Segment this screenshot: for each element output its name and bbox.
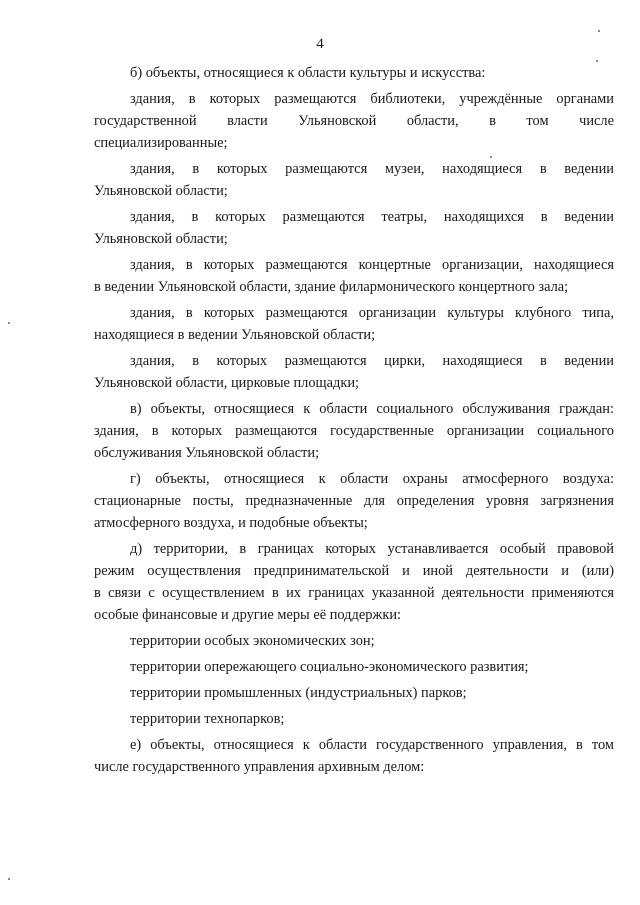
text-line: режим осуществления предпринимательской и иной деятельности и (или) xyxy=(94,563,614,579)
paragraph-advanced xyxy=(94,656,614,678)
scan-speck xyxy=(598,30,600,32)
text-line: здания, в которых размещаются цирки, находящиеся в ведении xyxy=(130,353,614,369)
paragraph-concert xyxy=(94,254,614,298)
text-line: б) объекты, относящиеся к области культуры и искусства: xyxy=(130,65,486,81)
text-line: обслуживания Ульяновской области; xyxy=(94,445,320,461)
scan-speck xyxy=(596,60,598,62)
scan-speck xyxy=(8,322,10,324)
text-line: здания, в которых размещаются концертные организации, находящиеся xyxy=(130,257,614,273)
text-line: Ульяновской области, цирковые площадки; xyxy=(94,375,360,391)
text-line: здания, в которых размещаются музеи, находящиеся в ведении xyxy=(130,161,614,177)
text-line: Ульяновской области; xyxy=(94,183,228,199)
text-line: Ульяновской области; xyxy=(94,231,228,247)
paragraph-club xyxy=(94,302,614,346)
paragraph-technoparks xyxy=(94,708,614,730)
text-line: государственной власти Ульяновской области, в том числе xyxy=(94,113,614,129)
text-line: особые финансовые и другие меры её поддержки: xyxy=(94,607,402,623)
paragraph-libraries xyxy=(94,88,614,154)
paragraph-b-culture xyxy=(94,62,614,84)
text-line: находящиеся в ведении Ульяновской области; xyxy=(94,327,376,343)
text-line: в ведении Ульяновской области, здание филармонического концертного зала; xyxy=(94,279,569,295)
text-line: специализированные; xyxy=(94,135,228,151)
text-line: е) объекты, относящиеся к области государственного управления, в том xyxy=(130,737,614,753)
paragraph-industrial xyxy=(94,682,614,704)
paragraph-g-air xyxy=(94,468,614,534)
text-line: здания, в которых размещаются театры, находящихся в ведении xyxy=(130,209,614,225)
text-line: территории опережающего социально-экономического развития; xyxy=(130,659,529,675)
paragraph-theatres xyxy=(94,206,614,250)
document-body xyxy=(94,62,614,778)
scan-speck xyxy=(8,878,10,880)
scan-speck xyxy=(490,156,492,158)
paragraph-sez xyxy=(94,630,614,652)
text-line: здания, в которых размещаются государственные организации социального xyxy=(94,423,614,439)
text-line: территории особых экономических зон; xyxy=(130,633,375,649)
text-line: атмосферного воздуха, и подобные объекты; xyxy=(94,515,368,531)
text-line: территории технопарков; xyxy=(130,711,285,727)
text-line: в связи с осуществлением в их границах указанной деятельности применяются xyxy=(94,585,614,601)
text-line: территории промышленных (индустриальных) парков; xyxy=(130,685,467,701)
text-line: в) объекты, относящиеся к области социального обслуживания граждан: xyxy=(130,401,614,417)
paragraph-museums xyxy=(94,158,614,202)
text-line: здания, в которых размещаются библиотеки, учреждённые органами xyxy=(130,91,614,107)
paragraph-circus xyxy=(94,350,614,394)
paragraph-v-social xyxy=(94,398,614,464)
text-line: д) территории, в границах которых устанавливается особый правовой xyxy=(130,541,614,557)
page-number: 4 xyxy=(316,36,324,52)
text-line: г) объекты, относящиеся к области охраны атмосферного воздуха: xyxy=(130,471,614,487)
paragraph-d-territories xyxy=(94,538,614,626)
text-line: стационарные посты, предназначенные для определения уровня загрязнения xyxy=(94,493,614,509)
paragraph-e-governance xyxy=(94,734,614,778)
text-line: здания, в которых размещаются организации культуры клубного типа, xyxy=(130,305,614,321)
text-line: числе государственного управления архивным делом: xyxy=(94,759,425,775)
